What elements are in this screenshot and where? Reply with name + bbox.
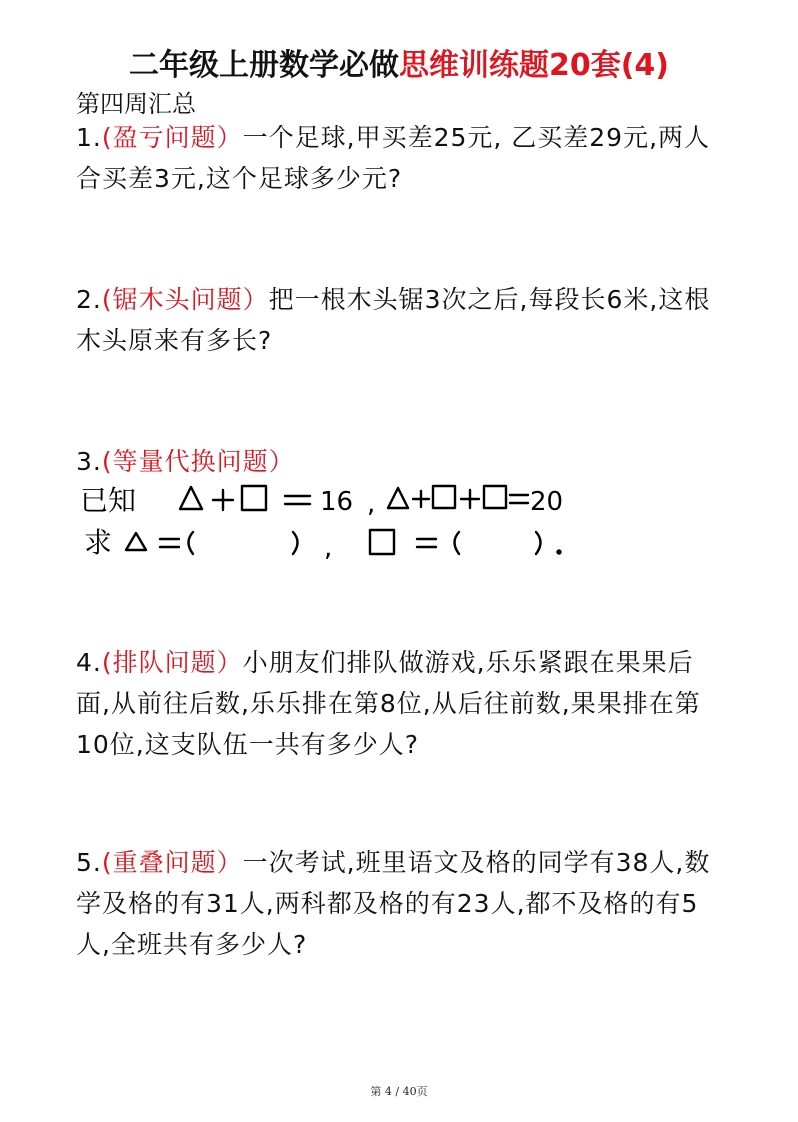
equals-icon [285,496,310,504]
title-accent: 思维训练题20套(4) [398,48,670,83]
question-5 [76,842,716,965]
given-label: 已知 [80,484,137,517]
triangle-icon [126,533,146,550]
equals-icon [160,539,179,547]
plus-icon [213,490,233,510]
close-paren [536,532,541,554]
question-number: 3. [76,447,102,476]
question-type-tag: (盈亏问题） [101,123,243,152]
question-2 [76,279,716,361]
page-title [0,40,798,84]
equation-2-result: 20 [530,487,564,517]
square-icon [370,530,394,554]
equals-icon [510,495,528,503]
close-paren [293,532,298,554]
question-text: 把一根木头锯3次之后,每段长6米,这根木头原来有多长? [76,285,711,355]
question-number: 4. [76,648,102,677]
question-1 [76,117,716,199]
page-number: 第 4 / 40页 [370,1085,428,1098]
question-type-tag: (排队问题） [101,648,243,677]
comma-mark: , [367,489,376,519]
question-text: 一个足球,甲买差25元, 乙买差29元,两人合买差3元,这个足球多少元? [76,123,711,193]
equation-1-result: 16 [320,487,354,517]
question-type-tag: (锯木头问题） [101,285,269,314]
question-number: 2. [76,285,102,314]
question-number: 5. [76,848,102,877]
question-type-tag: (等量代换问题） [101,447,295,476]
equals-icon [417,539,436,547]
open-paren [455,532,460,554]
comma-mark: , [324,533,333,563]
question-text: 一次考试,班里语文及格的同学有38人,数学及格的有31人,两科都及格的有23人,都不及格的有5人,全班共有多少人? [76,848,711,959]
section-heading: 第四周汇总 [76,90,196,118]
open-paren [189,532,194,554]
handwritten-equations [80,476,600,566]
question-type-tag: (重叠问题） [101,848,243,877]
square-icon [242,486,266,510]
plus-icon [461,490,479,508]
period-mark [558,551,561,554]
triangle-icon [388,488,408,508]
square-icon [433,486,455,508]
plus-icon [413,491,429,507]
question-number: 1. [76,123,102,152]
find-label: 求 [84,526,113,559]
question-text: 小朋友们排队做游戏,乐乐紧跟在果果后面,从前往后数,乐乐排在第8位,从后往前数,果果排在第10位,这支队伍一共有多少人? [76,648,701,759]
triangle-icon [180,487,202,509]
question-4 [76,642,716,765]
square-icon [484,486,506,508]
title-main: 二年级上册数学必做 [128,48,399,83]
